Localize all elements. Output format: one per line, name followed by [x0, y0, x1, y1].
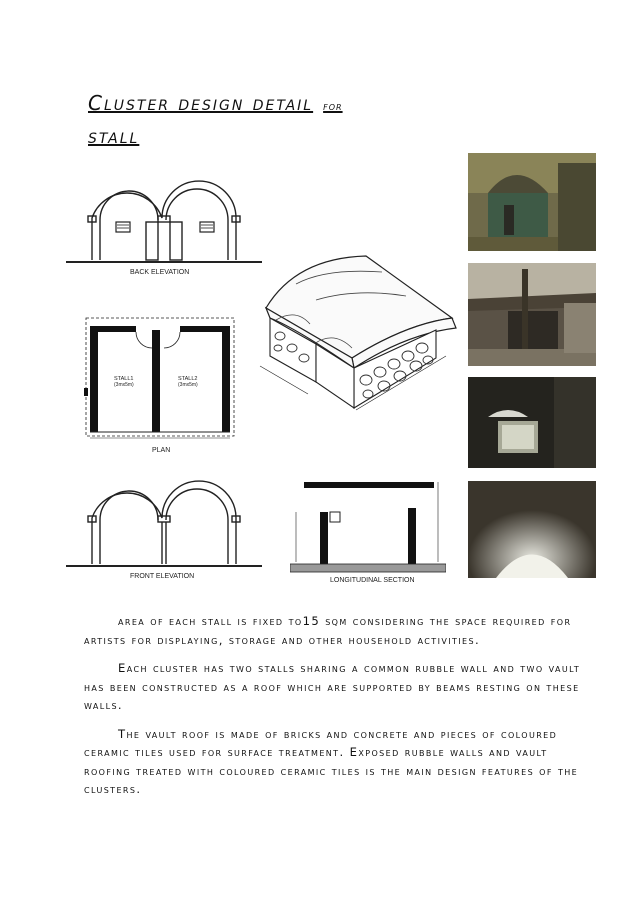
front-elevation-label: FRONT ELEVATION	[130, 573, 195, 580]
photo-vault-ceiling	[468, 481, 596, 578]
photo-stall-exterior	[468, 153, 596, 251]
page-title	[88, 88, 448, 151]
title-for: for	[323, 99, 343, 113]
paragraph-3: The vault roof is made of bricks and concrete and pieces of coloured ceramic tiles used for surface treatment. Exposed rubble walls and vault roofing treated with coloured ceramic tiles is the main design features of the clusters.	[84, 726, 579, 796]
stall1-label: STALL1	[114, 376, 134, 382]
title-line2: stall	[88, 124, 140, 148]
stall1-size: (3mx5m)	[114, 382, 134, 388]
stall2-label: STALL2	[178, 376, 198, 382]
photo-corridor-tree	[468, 263, 596, 366]
back-elevation-label: BACK ELEVATION	[130, 269, 190, 276]
longitudinal-section-drawing	[290, 478, 446, 584]
body-text	[84, 612, 584, 809]
paragraph-2: Each cluster has two stalls sharing a common rubble wall and two vault has been constructed as a roof which are supported by beams resting on these walls.	[84, 661, 581, 712]
paragraph-1: area of each stall is fixed to15 sqm considering the space required for artists for displaying, storage and other household activities.	[84, 614, 572, 647]
front-elevation-drawing	[66, 480, 262, 584]
isometric-drawing	[256, 248, 464, 414]
longitudinal-section-label: LONGITUDINAL SECTION	[330, 577, 415, 584]
back-elevation-drawing	[66, 178, 262, 282]
title-line1: Cluster design detail	[88, 91, 314, 115]
plan-drawing	[84, 316, 240, 456]
photo-interior-window	[468, 377, 596, 468]
stall2-size: (3mx5m)	[178, 382, 198, 388]
plan-label: PLAN	[152, 447, 171, 454]
